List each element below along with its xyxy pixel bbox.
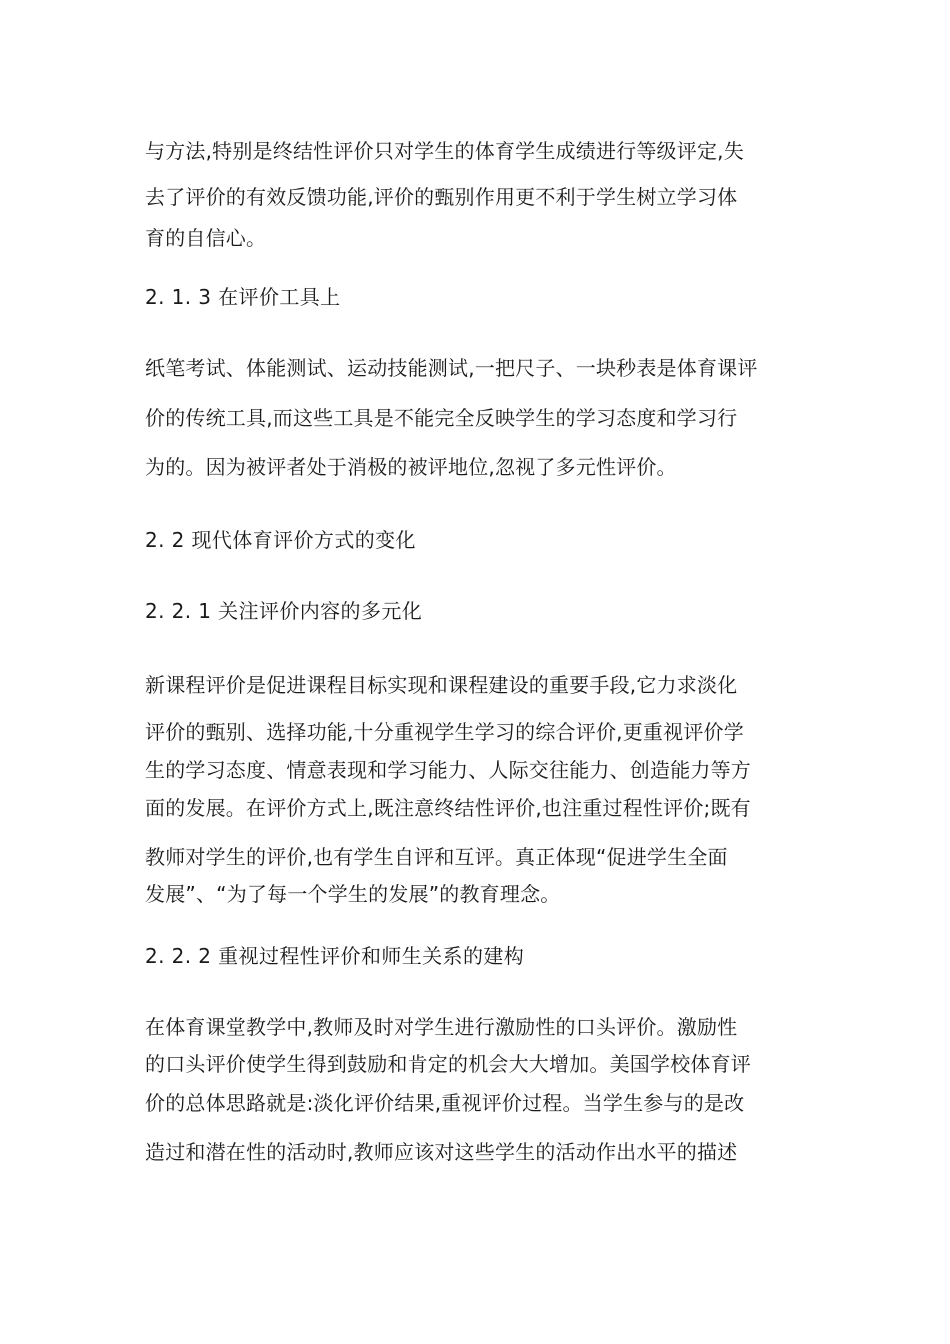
text-line: 在体育课堂教学中,教师及时对学生进行激励性的口头评价。激励性: [145, 1015, 738, 1039]
section-heading-2-2: 2. 2 现代体育评价方式的变化: [145, 528, 416, 552]
text-line: 新课程评价是促进课程目标实现和课程建设的重要手段,它力求淡化: [145, 673, 738, 697]
text-line: 造过和潜在性的活动时,教师应该对这些学生的活动作出水平的描述: [145, 1140, 738, 1164]
text-line: 价的总体思路就是:淡化评价结果,重视评价过程。当学生参与的是改: [145, 1091, 745, 1115]
text-line: 生的学习态度、情意表现和学习能力、人际交往能力、创造能力等方: [145, 758, 751, 782]
text-line: 与方法,特别是终结性评价只对学生的体育学生成绩进行等级评定,失: [145, 139, 744, 163]
text-line: 为的。因为被评者处于消极的被评地位,忽视了多元性评价。: [145, 455, 677, 479]
text-line: 评价的甄别、选择功能,十分重视学生学习的综合评价,更重视评价学: [145, 720, 744, 744]
section-heading-2-2-2: 2. 2. 2 重视过程性评价和师生关系的建构: [145, 944, 525, 968]
section-heading-2-1-3: 2. 1. 3 在评价工具上: [145, 285, 341, 309]
text-line: 教师对学生的评价,也有学生自评和互评。真正体现“促进学生全面: [145, 845, 728, 869]
text-line: 的口头评价使学生得到鼓励和肯定的机会大大增加。美国学校体育评: [145, 1052, 751, 1076]
text-line: 纸笔考试、体能测试、运动技能测试,一把尺子、一块秒表是体育课评: [145, 356, 758, 380]
text-line: 价的传统工具,而这些工具是不能完全反映学生的学习态度和学习行: [145, 406, 738, 430]
text-line: 去了评价的有效反馈功能,评价的甄别作用更不利于学生树立学习体: [145, 185, 738, 209]
text-line: 发展”、“为了每一个学生的发展”的教育理念。: [145, 882, 561, 906]
text-line: 育的自信心。: [145, 226, 267, 250]
text-line: 面的发展。在评价方式上,既注意终结性评价,也注重过程性评价;既有: [145, 796, 751, 820]
section-heading-2-2-1: 2. 2. 1 关注评价内容的多元化: [145, 599, 423, 623]
